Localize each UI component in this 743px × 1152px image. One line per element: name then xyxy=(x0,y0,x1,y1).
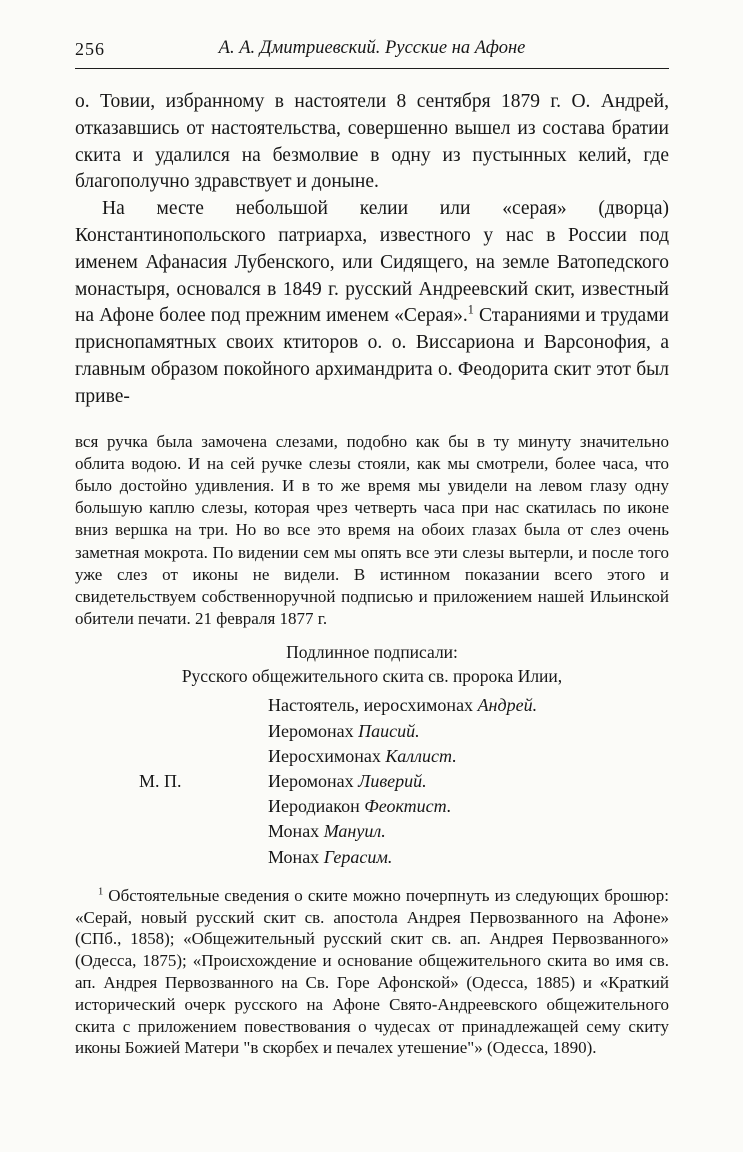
seal-place-label: М. П. xyxy=(139,770,182,791)
main-text xyxy=(75,89,669,411)
signature-item xyxy=(268,693,669,718)
signature-name: Андрей. xyxy=(477,695,538,716)
footnote-block xyxy=(75,885,669,1059)
signature-item xyxy=(268,794,669,819)
paragraph-2-text-continued: Стараниями и трудами приснопамятных своих ктиторов о. о. Виссариона и Варсонофия, а главным образом покойного архимандрита о. Феодорита скит этот был приве- xyxy=(75,305,669,407)
signature-role: Монах xyxy=(268,821,324,842)
footnote-text: Обстоятельные сведения о ските можно почерпнуть из следующих брошюр: «Серай, новый русский скит св. апостола Андрея Первозванного на Афоне» (СПб., 1858); «Общежительный русский скит св. ап. Андрея Первозванного» (Одесса, 1875); «Происхождение и основание общежительного скита во имя св. ап. Андрея Первозванного на Св. Горе Афонской» (Одесса, 1885) и «Краткий исторический очерк русского на Афоне Свято-Андреевского общежительного скита с приложением повествования о чудесах от принадлежащей сему скиту иконы Божией Матери "в скорбех и печалех утешение"» (Одесса, 1890). xyxy=(75,885,669,1058)
signature-item xyxy=(268,769,669,794)
page-number: 256 xyxy=(75,39,105,59)
signature-name: Каллист. xyxy=(385,745,457,766)
signatures-intro-line-2: Русского общежительного скита св. пророка Илии, xyxy=(181,666,563,687)
signature-item xyxy=(268,744,669,769)
signature-item xyxy=(268,845,669,870)
page-header xyxy=(75,38,669,62)
signature-role: Иеромонах xyxy=(268,720,359,741)
running-title: А. А. Дмитриевский. Русские на Афоне xyxy=(218,38,526,58)
signatures-block xyxy=(75,693,669,869)
paragraph-2-text: На месте небольшой келии или «серая» (дворца) Константинопольского патриарха, известного у нас в России под именем Афанасия Лубенского, или Сидящего, на земле Ватопедского монастыря, основался в 1849 г. русский Андреевский скит, известный на Афоне более под прежним именем «Серая». xyxy=(75,198,669,327)
signature-item xyxy=(268,719,669,744)
signature-name: Герасим. xyxy=(323,846,393,867)
signature-role: Иеродиакон xyxy=(268,796,365,817)
signature-name: Ливерий. xyxy=(358,771,427,791)
body-paragraph-1: о. Товии, избранному в настоятели 8 сентября 1879 г. О. Андрей, отказавшись от настоятельства, совершенно вышел из состава братии скита и удалился на безмолвие в одну из пустынных келий, где благополучно здравствует и доныне. xyxy=(75,91,669,193)
signature-name: Паисий. xyxy=(358,720,420,741)
signatures-intro-line-1: Подлинное подписали: xyxy=(286,642,458,663)
signature-name: Мануил. xyxy=(323,821,386,842)
signature-role: Иеросхимонах xyxy=(268,745,386,766)
body-paragraph-2 xyxy=(75,196,669,410)
signature-role: Настоятель, иеросхимонах xyxy=(268,695,478,716)
footnote-reference-marker: 1 xyxy=(467,302,474,317)
footnote-marker: 1 xyxy=(98,886,104,898)
testimony-quote-block xyxy=(75,431,669,631)
footnote-paragraph xyxy=(75,885,669,1059)
header-rule xyxy=(75,68,669,69)
signature-name: Феоктист. xyxy=(364,796,452,817)
signature-role: Иеромонах xyxy=(268,771,359,791)
signature-item xyxy=(268,819,669,844)
signatures-intro xyxy=(75,640,669,688)
signature-role: Монах xyxy=(268,846,324,867)
testimony-quote-text: вся ручка была замочена слезами, подобно как бы в ту минуту значительно облита водою. И на сей ручке слезы стояли, как мы смотрели, более часа, что было достойно удивления. И в то же время мы увидели на левом глазу одну большую каплю слезы, которая чрез четверть часа при нас скатилась по иконе вниз вершка на три. Но во все это время на обоих глазах была от слез очень заметная мокрота. По видении сем мы опять все эти слезы вытерли, и после того уже слез от иконы не видели. В истинном показании всего этого и свидетельствуем собственноручной подписью и приложением нашей Ильинской обители печати. 21 февраля 1877 г. xyxy=(75,431,669,629)
